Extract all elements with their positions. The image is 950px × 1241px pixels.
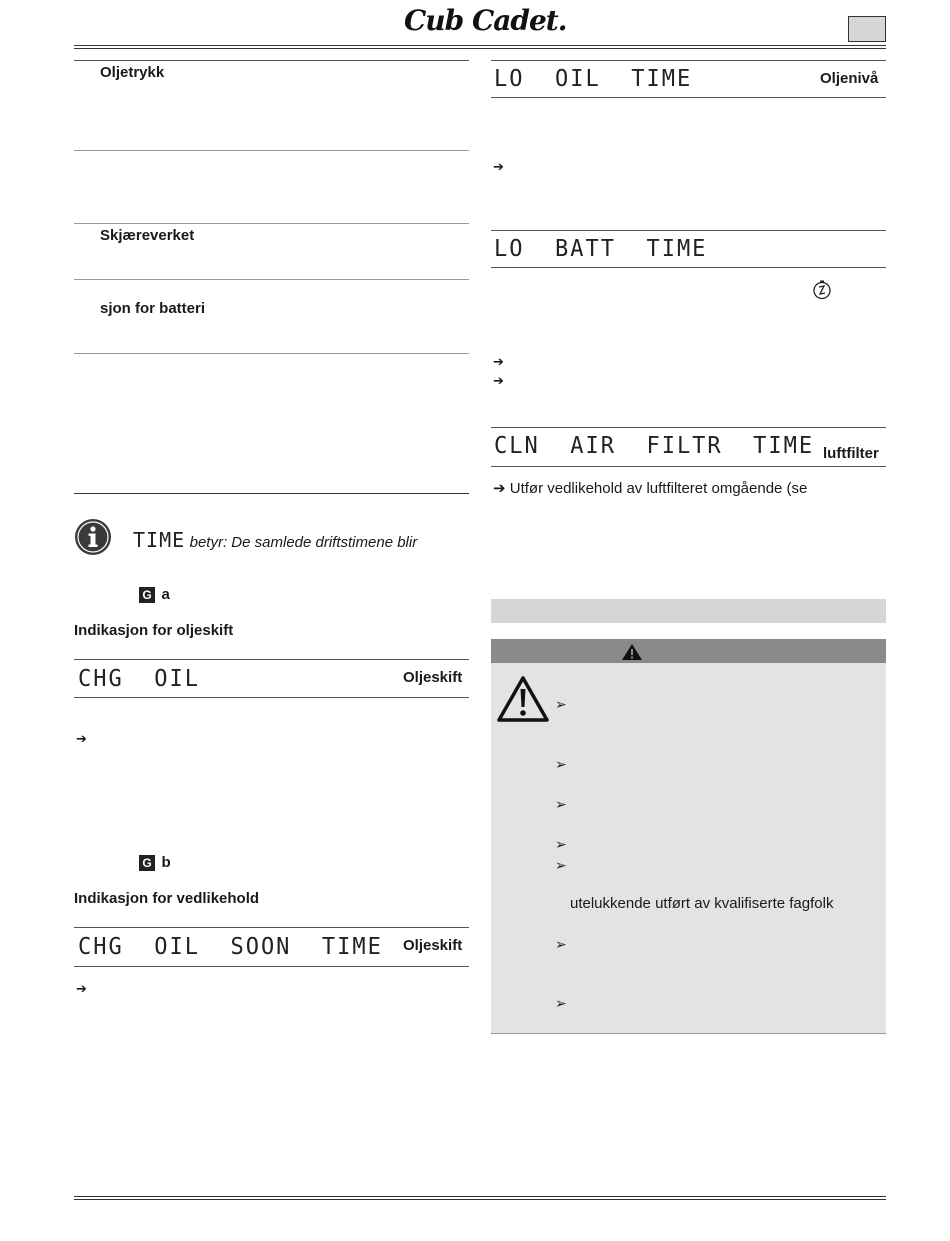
display-box-top — [491, 60, 886, 61]
lo-batt-display: LO BATT TIME — [494, 236, 708, 263]
footer-rule-2 — [74, 1199, 886, 1200]
section-bar — [491, 599, 886, 623]
warning-header-icon — [621, 643, 643, 661]
display-box-top — [74, 927, 469, 928]
display-box-bottom — [491, 97, 886, 98]
cutting-deck-heading: Skjæreverket — [100, 227, 195, 244]
arrow-icon: ➔ — [76, 981, 87, 996]
figure-ref-b — [139, 854, 171, 872]
warning-triangle-icon — [497, 675, 549, 723]
figure-ref-label: b — [161, 854, 171, 871]
cub-cadet-logo: Cub Cadet. — [404, 4, 567, 37]
display-box-top — [491, 427, 886, 428]
warning-bullet: ➢ — [555, 836, 567, 852]
cln-air-label: luftfilter — [823, 445, 879, 462]
info-icon — [74, 518, 112, 556]
display-box-bottom — [491, 267, 886, 268]
divider — [74, 279, 469, 280]
divider — [74, 223, 469, 224]
divider — [74, 353, 469, 354]
warning-bullet: ➢ — [555, 756, 567, 772]
battery-heading: sjon for batteri — [100, 300, 206, 317]
warning-bullet: ➢ — [555, 995, 567, 1011]
service-clock-icon — [812, 280, 832, 300]
display-box-bottom — [74, 966, 469, 967]
arrow-icon: ➔ — [76, 731, 87, 746]
header-rule — [74, 45, 886, 46]
chg-oil-label: Oljeskift — [403, 669, 463, 686]
warning-header — [491, 639, 886, 663]
arrow-icon: ➔ — [493, 354, 504, 369]
warning-bullet: ➢ — [555, 696, 567, 712]
arrow-icon: ➔ — [493, 159, 504, 174]
chg-oil-soon-display: CHG OIL SOON TIME — [78, 934, 383, 961]
chg-oil-soon-label: Oljeskift — [403, 937, 463, 954]
time-display-word: TIME — [133, 528, 186, 552]
display-box-top — [74, 659, 469, 660]
info-text: betyr: De samlede driftstimene blir — [189, 534, 418, 551]
oil-change-heading: Indikasjon for oljeskift — [74, 622, 234, 639]
warning-box — [491, 639, 886, 1034]
display-box-top — [491, 230, 886, 231]
left-top-rule — [74, 60, 469, 61]
air-filter-text: ➔ Utfør vedlikehold av luftfilteret omgående (se — [493, 480, 808, 497]
arrow-icon: ➔ — [493, 373, 504, 388]
warning-bullet: ➢ — [555, 936, 567, 952]
figure-badge: G — [139, 587, 155, 603]
figure-ref-label: a — [161, 586, 170, 603]
header-rule-2 — [74, 48, 886, 49]
oil-pressure-heading: Oljetrykk — [100, 64, 165, 81]
page-tab — [848, 16, 886, 42]
figure-ref-a — [139, 586, 170, 604]
lo-oil-display: LO OIL TIME — [494, 66, 693, 93]
maintenance-heading: Indikasjon for vedlikehold — [74, 890, 260, 907]
divider — [74, 493, 469, 494]
info-note — [133, 528, 417, 552]
cln-air-display: CLN AIR FILTR TIME — [494, 433, 815, 460]
divider — [74, 150, 469, 151]
warning-bullet: ➢ — [555, 857, 567, 873]
display-box-bottom — [491, 466, 886, 467]
chg-oil-display: CHG OIL — [78, 666, 200, 693]
lo-oil-label: Oljenivå — [820, 70, 879, 87]
figure-badge: G — [139, 855, 155, 871]
warning-bullet: ➢ — [555, 796, 567, 812]
warning-line: utelukkende utført av kvalifiserte fagfolk — [570, 895, 834, 912]
display-box-bottom — [74, 697, 469, 698]
footer-rule — [74, 1196, 886, 1197]
